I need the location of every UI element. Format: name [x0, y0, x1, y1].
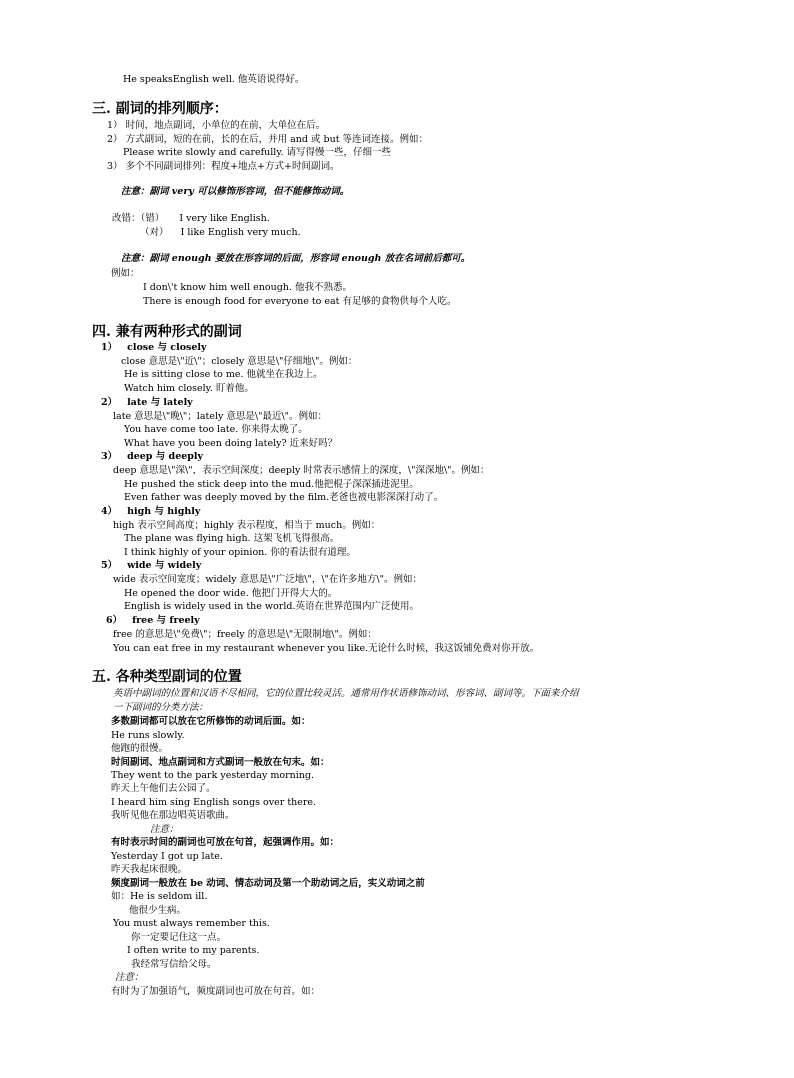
section-5-heading: 五. 各种类型副词的位置 — [92, 669, 242, 685]
correction-right: （对） I like English very much. — [140, 227, 301, 238]
example-line: I don\'t know him well enough. 他我不熟悉。 — [143, 282, 352, 293]
example-line: 我经常写信给父母。 — [131, 959, 217, 970]
pair-title: 1） close 与 closely — [101, 342, 207, 353]
example-line: 昨天上午他们去公园了。 — [111, 783, 216, 794]
rule-line: 有时表示时间的副词也可放在句首，起强调作用。如： — [111, 837, 340, 848]
example-line: English is widely used in the world.英语在世界范围内广泛使用。 — [124, 601, 419, 612]
pair-desc: late 意思是\"晚\"；lately 意思是\"最近\"。例如： — [113, 411, 328, 422]
example-line: You must always remember this. — [113, 918, 270, 929]
example-line: The plane was flying high. 这架飞机飞得很高。 — [124, 533, 340, 544]
section-3-heading: 三. 副词的排列顺序： — [92, 101, 228, 117]
rule-line: 频度副词一般放在 be 动词、情态动词及第一个助动词之后，实义动词之前 — [111, 878, 425, 889]
example-line: I heard him sing English songs over there. — [111, 797, 317, 808]
example-line: They went to the park yesterday morning. — [111, 770, 314, 781]
pair-desc: high 表示空间高度；highly 表示程度，相当于 much。例如： — [113, 520, 381, 531]
example-label: 例如： — [111, 268, 140, 279]
example-line: 昨天我起床很晚。 — [111, 864, 188, 875]
rule-line: 多数副词都可以放在它所修饰的动词后面。如： — [111, 716, 311, 727]
pair-title: 6） free 与 freely — [106, 615, 200, 626]
pair-desc: free 的意思是\"免费\"；freely 的意思是\"无限制地\"。例如： — [113, 629, 377, 640]
example-line: 他跑的很慢。 — [111, 743, 169, 754]
pair-title: 2） late 与 lately — [101, 397, 193, 408]
example-line: Please write slowly and carefully. 请写得慢一些，仔细一些 — [123, 147, 391, 158]
pair-title: 4） high 与 highly — [101, 506, 201, 517]
example-line: 如：He is seldom ill. — [111, 891, 208, 902]
correction-wrong: 改错：（错） I very like English. — [112, 213, 270, 224]
example-line: He pushed the stick deep into the mud.他把棍子深深插进泥里。 — [124, 479, 419, 490]
pair-title: 3） deep 与 deeply — [101, 451, 204, 462]
list-item: 1） 时间，地点副词，小单位的在前，大单位在后。 — [107, 120, 326, 131]
example-line: 我听见他在那边唱英语歌曲。 — [111, 810, 235, 821]
example-line: I often write to my parents. — [127, 945, 260, 956]
example-line: 你一定要记住这一点。 — [131, 932, 227, 943]
example-line: There is enough food for everyone to eat 有足够的食物供每个人吃。 — [143, 296, 457, 307]
last-line: 有时为了加强语气，频度副词也可放在句首。如： — [111, 986, 321, 997]
pair-desc: wide 表示空间宽度；widely 意思是\"广泛地\"，\"在许多地方\"。例如： — [113, 574, 422, 585]
note-very: 注意：副词 very 可以修饰形容词，但不能修饰动词。 — [121, 186, 350, 197]
example-line: He is sitting close to me. 他就坐在我边上。 — [124, 369, 323, 380]
pair-desc: deep 意思是\"深\"，表示空间深度；deeply 时常表示感情上的深度，\"深深地\"。例如： — [113, 465, 490, 476]
list-item: 3） 多个不同副词排列：程度+地点+方式+时间副词。 — [107, 161, 340, 172]
example-line: Even father was deeply moved by the film.老爸也被电影深深打动了。 — [124, 492, 444, 503]
note-label: 注意： — [115, 972, 144, 983]
intro-line: He speaksEnglish well. 他英语说得好。 — [123, 74, 305, 85]
section-5-intro: 英语中副词的位置和汉语不尽相同，它的位置比较灵活。通常用作状语修饰动词、形容词、副词等。下面来介绍 — [113, 688, 579, 699]
list-item: 2） 方式副词，短的在前，长的在后，并用 and 或 but 等连词连接。例如： — [107, 134, 429, 145]
example-line: You can eat free in my restaurant whenever you like.无论什么时候，我这饭铺免费对你开放。 — [113, 643, 540, 654]
example-line: I think highly of your opinion. 你的看法很有道理。 — [124, 547, 356, 558]
example-line: You have come too late. 你来得太晚了。 — [124, 424, 308, 435]
section-4-heading: 四. 兼有两种形式的副词 — [92, 324, 242, 340]
example-line: Yesterday I got up late. — [111, 851, 223, 862]
example-line: What have you been doing lately? 近来好吗？ — [124, 438, 338, 449]
note-label: 注意： — [150, 824, 179, 835]
note-enough: 注意：副词 enough 要放在形容词的后面，形容词 enough 放在名词前后都可。 — [121, 253, 471, 264]
rule-line: 时间副词、地点副词和方式副词一般放在句末。如： — [111, 757, 330, 768]
example-line: Watch him closely. 盯着他。 — [124, 383, 254, 394]
example-line: He runs slowly. — [111, 730, 185, 741]
example-line: 他很少生病。 — [129, 905, 187, 916]
section-5-intro: 一下副词的分类方法： — [113, 702, 209, 713]
pair-desc: close 意思是\"近\"；closely 意思是\"仔细地\"。例如： — [121, 356, 358, 367]
example-line: He opened the door wide. 他把门开得大大的。 — [124, 588, 338, 599]
pair-title: 5） wide 与 widely — [101, 560, 202, 571]
